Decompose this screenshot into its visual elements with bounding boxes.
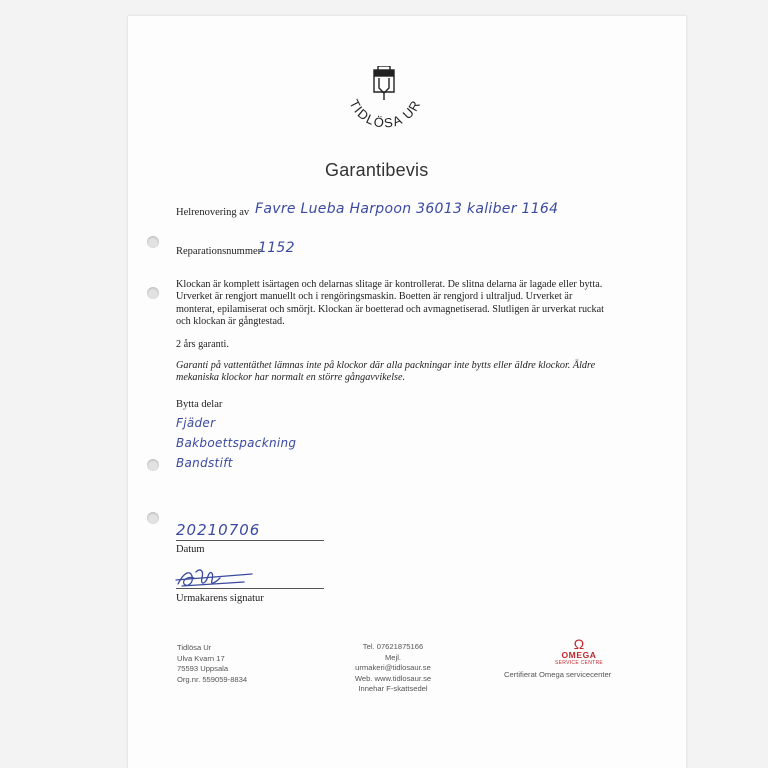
- water-resistance-note: Garanti på vattentäthet lämnas inte på klockor där alla packningar inte bytts eller äldre klockor. Äldre mekaniska klockor har normalt en större gångavvikelse.: [176, 360, 596, 384]
- renovation-value: Favre Lueba Harpoon 36013 kaliber 1164: [255, 201, 559, 217]
- logo-text: TIDLÖSA UR: [346, 96, 424, 131]
- binder-hole: [147, 287, 159, 299]
- contact-email: Mejl. urmakeri@tidlosaur.se: [355, 652, 431, 672]
- contact-phone: Tel. 07621875166: [362, 642, 424, 651]
- omega-brand: OMEGA: [561, 650, 597, 660]
- address-line: 75593 Uppsala: [177, 664, 229, 673]
- address-line: Ulva Kvarn 17: [177, 653, 225, 663]
- binder-hole: [147, 459, 159, 471]
- omega-icon: Ω: [573, 636, 585, 652]
- date-label: Datum: [176, 544, 205, 555]
- renovation-label: Helrenovering av: [176, 207, 250, 218]
- tidlosa-ur-logo: [340, 66, 430, 136]
- repair-number-value: 1152: [258, 240, 295, 256]
- contact-tax: Innehar F-skattsedel: [358, 684, 428, 693]
- replaced-part-item: Bandstift: [176, 456, 233, 470]
- binder-hole: [147, 512, 159, 524]
- footer-address: [177, 643, 247, 685]
- repair-number-label: Reparationsnummer: [176, 246, 262, 257]
- signature-label: Urmakarens signatur: [176, 593, 264, 604]
- document-title: Garantibevis: [325, 160, 429, 180]
- omega-sub: SERVICE CENTRE: [555, 660, 604, 666]
- contact-web: Web. www.tidlosaur.se: [354, 673, 432, 683]
- address-line: Org.nr. 559059-8834: [177, 674, 248, 684]
- replaced-parts-label: Bytta delar: [176, 399, 223, 410]
- footer-contact: [348, 642, 438, 695]
- binder-hole: [147, 236, 159, 248]
- svg-text:TIDLÖSA UR: [346, 97, 423, 131]
- address-line: Tidlösa Ur: [177, 643, 212, 652]
- guarantee-text: 2 års garanti.: [176, 339, 229, 350]
- signature-line: [176, 588, 324, 589]
- date-line: [176, 540, 324, 541]
- description-paragraph: Klockan är komplett isärtagen och delarnas slitage är kontrollerat. De slitna delarna är lagade eller bytta. Urverket är rengjort manuellt och i rengöringsmaskin. Boetten är rengjord i ultraljud. Urverket är monterat, epilamiserat och smörjt. Klockan är boetterad och avmagnetiserad. Slutligen är urverkat ruckat och klockan är gångtestad.: [176, 279, 604, 328]
- replaced-part-item: Fjäder: [176, 416, 216, 430]
- replaced-part-item: Bakboettspackning: [176, 436, 297, 450]
- date-value: 20210706: [176, 521, 261, 539]
- certified-text: Certifierat Omega servicecenter: [504, 670, 612, 679]
- omega-service-badge: [555, 638, 603, 667]
